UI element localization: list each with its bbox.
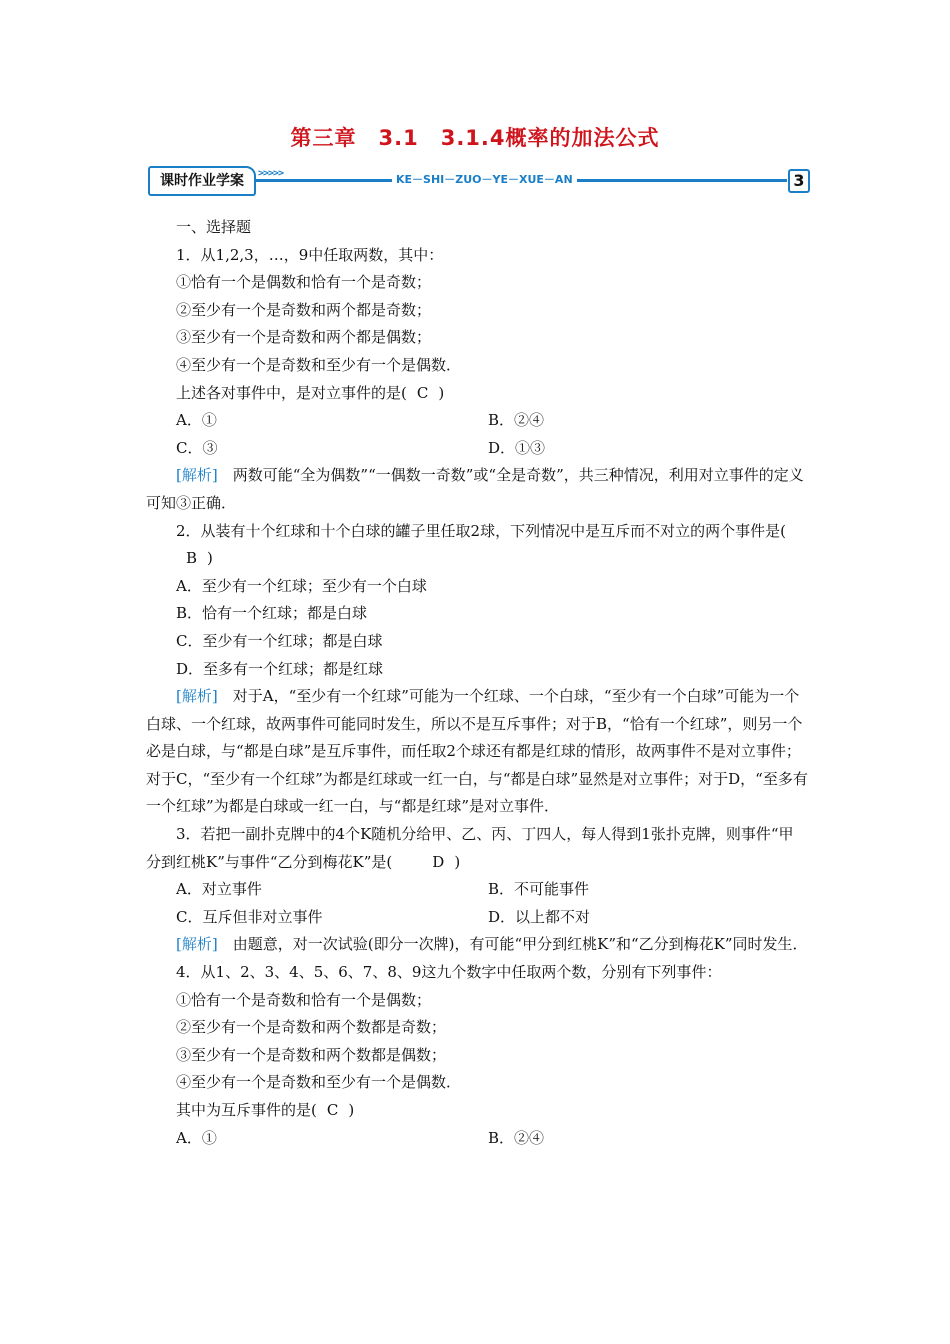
q1-question: 上述各对事件中，是对立事件的是( C ) bbox=[146, 380, 808, 408]
q3-option-d: D．以上都不对 bbox=[488, 907, 591, 926]
analysis-tag: [解析] bbox=[176, 687, 218, 706]
q1-stem: 1．从1,2,3，…，9中任取两数，其中： bbox=[176, 245, 444, 264]
q3-options-row-2 bbox=[146, 904, 808, 932]
q2-option-d: D．至多有一个红球；都是红球 bbox=[176, 659, 384, 678]
q1-item-1: ①恰有一个是偶数和恰有一个是奇数； bbox=[176, 273, 432, 292]
analysis-tag: [解析] bbox=[176, 466, 218, 485]
q1-option-c: C．③ bbox=[176, 438, 218, 457]
q3-answer: D bbox=[432, 852, 445, 871]
banner-arrows: >>>>> bbox=[258, 168, 284, 179]
q3-options-row-1 bbox=[146, 876, 808, 904]
banner-label: 课时作业学案 bbox=[148, 166, 256, 196]
q4-option-b: B．②④ bbox=[488, 1128, 545, 1147]
q4-options-row-1 bbox=[146, 1125, 808, 1153]
q1-option-b: B．②④ bbox=[488, 411, 545, 430]
q4-question: 其中为互斥事件的是( C ) bbox=[146, 1097, 808, 1125]
q1-analysis: [解析] 两数可能“全为偶数”“一偶数一奇数”或“全是奇数”，共三种情况，利用对立事件的定义可知③正确． bbox=[146, 466, 804, 512]
q1-option-a: A．① bbox=[176, 411, 217, 430]
q1-options-row-1 bbox=[146, 407, 808, 435]
q3-stem: 3．若把一副扑克牌中的4个K随机分给甲、乙、丙、丁四人，每人得到1张扑克牌，则事件“甲分到红桃K”与事件“乙分到梅花K”是( D ) bbox=[146, 821, 808, 876]
q1-item-3: ③至少有一个是奇数和两个都是偶数； bbox=[176, 328, 432, 347]
q2-option-a: A．至少有一个红球；至少有一个白球 bbox=[176, 576, 427, 595]
q4-stem: 4．从1、2、3、4、5、6、7、8、9这九个数字中任取两个数，分别有下列事件： bbox=[176, 963, 722, 982]
banner-number: 3 bbox=[788, 169, 810, 193]
q3-option-c: C．互斥但非对立事件 bbox=[176, 907, 323, 926]
q2-stem: 2．从装有十个红球和十个白球的罐子里任取2球，下列情况中是互斥而不对立的两个事件是(B ) bbox=[146, 518, 808, 573]
q3-option-a: A．对立事件 bbox=[176, 880, 262, 899]
q3-analysis: [解析] 由题意，对一次试验(即分一次牌)，有可能“甲分到红桃K”和“乙分到梅花K”同时发生． bbox=[176, 935, 808, 954]
banner-pinyin: KE－SHI－ZUO－YE－XUE－AN bbox=[392, 171, 577, 189]
q4-item-2: ②至少有一个是奇数和两个数都是奇数； bbox=[176, 1018, 447, 1037]
document-body bbox=[146, 214, 808, 1152]
q4-item-3: ③至少有一个是奇数和两个数都是偶数； bbox=[176, 1045, 447, 1064]
q1-item-4: ④至少有一个是奇数和至少有一个是偶数． bbox=[176, 355, 462, 374]
q3-option-b: B．不可能事件 bbox=[488, 880, 590, 899]
q4-item-4: ④至少有一个是奇数和至少有一个是偶数． bbox=[176, 1073, 462, 1092]
q1-item-2: ②至少有一个是奇数和两个都是奇数； bbox=[176, 300, 432, 319]
q2-option-c: C．至少有一个红球；都是白球 bbox=[176, 631, 383, 650]
q4-item-1: ①恰有一个是奇数和恰有一个是偶数； bbox=[176, 990, 432, 1009]
q1-answer: C bbox=[416, 383, 429, 402]
q2-option-b: B．恰有一个红球；都是白球 bbox=[176, 604, 368, 623]
q2-analysis: [解析] 对于A，“至少有一个红球”可能为一个红球、一个白球，“至少有一个白球”可能为一个白球、一个红球，故两事件可能同时发生，所以不是互斥事件；对于B，“恰有一个红球”，则另一个必是白球，与“都是白球”是互斥事件，而任取2个球还有都是红球的情形，故两事件不是对立事件；对于C，“至少有一个红球”为都是红球或一红一白，与“都是白球”显然是对立事件；对于D，“至多有一个红球”为都是白球或一红一白，与“都是红球”是对立事件． bbox=[146, 687, 808, 816]
section-banner bbox=[148, 164, 812, 198]
page-title: 第三章 3.1 3.1.4概率的加法公式 bbox=[290, 126, 660, 150]
section-heading: 一、选择题 bbox=[176, 218, 252, 236]
analysis-tag: [解析] bbox=[176, 935, 218, 954]
q2-answer: B bbox=[186, 549, 198, 568]
q4-answer: C bbox=[326, 1101, 339, 1119]
q1-option-d: D．①③ bbox=[488, 438, 546, 457]
q4-option-a: A．① bbox=[176, 1128, 217, 1147]
q1-options-row-2 bbox=[146, 435, 808, 463]
